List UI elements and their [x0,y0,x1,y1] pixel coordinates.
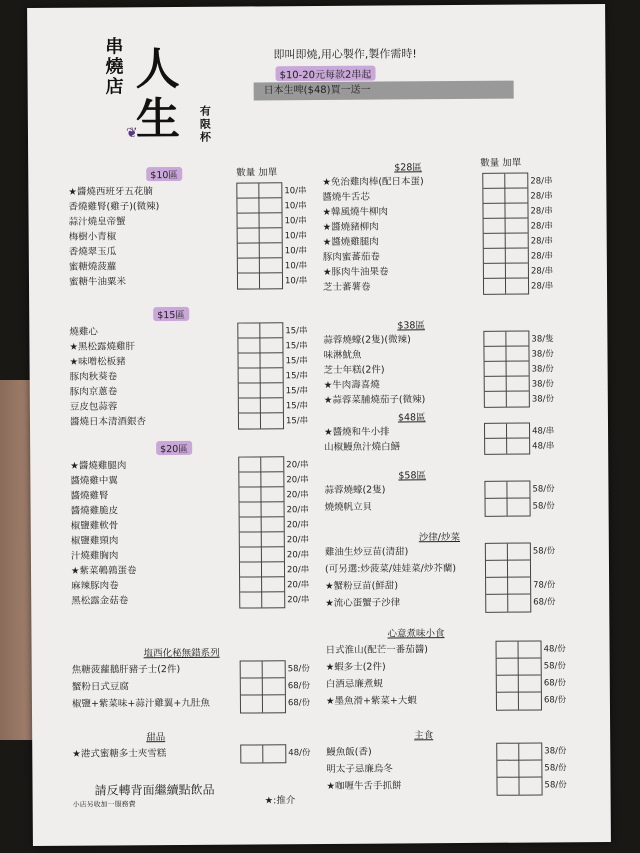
section-title-s10: $10區 [146,167,182,181]
item-price-main: 58/份 [544,763,567,774]
menu-item-dessert: ★港式蜜糖多士夾雪糕 [72,748,167,760]
item-price-main: 38/份 [544,746,567,757]
menu-item-s15: 醬燒日本清酒銀杏 [69,416,147,428]
item-price-main: 58/份 [544,780,567,791]
section-title-s15: $15區 [153,307,189,321]
legend-text: ★:推介 [264,795,296,807]
quantity-grid[interactable] [496,742,542,795]
item-price-s48: 48/串 [532,441,555,452]
menu-item-s10: 梅樹小青椒 [68,231,117,243]
item-price-s10: 10/串 [284,231,307,242]
quantity-grid[interactable] [238,456,285,608]
logo-big: 人生 [135,43,181,146]
item-price-s20: 20/串 [287,580,310,591]
item-price-s10: 10/串 [284,276,308,287]
item-price-special: 68/份 [287,681,311,692]
menu-item-side: ★蟹粉豆苗(鮮甜) [325,580,399,592]
item-price-s28: 28/串 [530,251,554,262]
item-price-s15: 15/串 [285,416,309,427]
menu-item-s20: ★醬燒雞腿肉 [70,460,127,472]
item-price-s38: 38/份 [531,364,554,375]
item-price-s38: 38/隻 [531,334,554,345]
menu-item-s20: 椒鹽雞軟骨 [70,520,119,532]
item-price-s28: 28/串 [530,221,553,232]
notice-text: 即叫即燒,用心製作,製作需時! [273,47,417,62]
item-price-s20: 20/串 [286,505,309,516]
item-price-s38: 38/份 [531,379,554,390]
menu-paper [27,4,611,846]
item-price-s10: 10/串 [284,201,307,212]
menu-item-s58: 蒜蓉燒蠔(2隻) [324,484,386,496]
item-price-hotpot: 58/份 [543,661,566,672]
item-price-s20: 20/串 [286,490,309,501]
menu-item-s20: 黑松露金菇卷 [71,595,129,607]
menu-item-s28: ★免治雞肉棒(配日本蛋) [322,176,424,188]
item-price-s20: 20/串 [286,520,309,531]
checkout-text: 請反轉背面繼續點飲品 [94,782,215,798]
section-title-s58: $58區 [398,470,427,482]
menu-item-side: 雞油生炒豆苗(清甜) [324,546,409,558]
quantity-grid[interactable] [482,173,529,295]
quantity-grid[interactable] [484,423,530,455]
qty-header-left: 數量 加單 [236,167,278,179]
menu-item-s20: 醬燒雞腎 [70,490,109,502]
menu-item-s20: 醬燒雞脆皮 [70,505,119,517]
item-price-s38: 38/份 [531,349,554,360]
qty-header-right: 數量 加單 [480,157,522,169]
menu-item-s38: 味淋魷魚 [323,349,362,361]
quantity-grid[interactable] [485,543,531,613]
menu-item-s10: 蒜汁燒皇帝蟹 [68,216,126,228]
section-title-main: 主食 [414,730,434,742]
menu-item-hotpot: ★墨魚滑+紫菜+大蝦 [325,695,417,707]
item-price-side: 78/份 [533,580,556,591]
item-price-side: 68/份 [533,597,556,608]
quantity-grid[interactable] [484,481,530,517]
section-title-s20: $20區 [156,441,192,455]
item-price-hotpot: 68/份 [543,678,567,689]
menu-item-s28: 豚肉蜜蕃茄卷 [322,251,380,263]
menu-item-s10: ★醬燒西班牙五花腩 [68,186,153,198]
quantity-grid[interactable] [237,322,284,429]
menu-item-s15: 燒雞心 [69,326,98,338]
menu-item-side: (可另選:炒菠菜/娃娃菜/炒芥蘭) [324,563,457,575]
menu-item-special: 椒鹽+紫菜味+蒜汁雞翼+九肚魚 [71,697,210,710]
menu-item-s28: 芝士蕃薯卷 [323,281,371,293]
section-title-side: 沙律/炒菜 [418,532,461,544]
section-title-hotpot: 心意煮味小食 [387,628,445,640]
menu-item-special: 焦糖菠蘿鵝肝豬子士(2件) [71,663,181,676]
item-price-s10: 10/串 [284,246,308,257]
item-price-s28: 28/串 [530,176,553,187]
menu-item-special: 蟹粉日式豆腐 [71,681,129,693]
promo-text: $10-20元每款2串起 [275,66,375,82]
menu-item-s20: 醬燒雞中翼 [70,475,118,487]
menu-item-s28: ★醬燒雞腿肉 [322,236,379,248]
menu-item-s15: ★黑松露燒雞肝 [69,341,136,353]
menu-item-main: ★咖喱牛舌手抓餅 [326,780,402,792]
item-price-special: 58/份 [287,664,310,675]
menu-item-s15: ★味噌松板豬 [69,356,126,368]
menu-item-s20: ★紫菜鵪鶉蛋卷 [70,565,137,577]
menu-item-s48: ★醬燒和牛小排 [324,426,390,438]
menu-item-s48: 山椒鰻魚汁燒白鱔 [324,441,401,453]
section-title-s38: $38區 [397,320,425,332]
item-price-s28: 28/串 [530,236,553,247]
menu-item-s38: 蒜蓉燒蠔(2隻)(微辣) [323,334,411,346]
menu-item-main: 明太子忌廉烏冬 [326,763,393,775]
item-price-s20: 20/串 [286,460,309,471]
menu-item-s38: ★蒜蓉菜脯燒茄子(微辣) [323,394,426,406]
item-price-s20: 20/串 [286,475,309,486]
logo-side: 有限杯 [199,104,212,144]
menu-item-s15: 豆皮包蒜蓉 [69,401,118,413]
logo-small: 串燒店 [105,36,124,98]
item-price-s15: 15/串 [285,371,308,382]
item-price-s20: 20/串 [287,595,310,606]
item-price-s15: 15/串 [285,326,308,337]
item-price-s48: 48/串 [532,426,555,437]
menu-item-s15: 豚肉京蔥卷 [69,386,118,398]
quantity-grid[interactable] [483,331,530,408]
menu-item-s28: ★豚肉牛油果卷 [322,266,389,278]
item-price-special: 68/份 [287,698,311,709]
item-price-s38: 38/份 [531,394,555,405]
menu-item-s10: 蜜糖燒菠蘿 [68,261,117,273]
item-price-s28: 28/串 [530,266,554,277]
item-price-s15: 15/串 [285,356,308,367]
item-price-dessert: 48/份 [288,748,311,759]
menu-item-s10: 香燒雞腎(雞子)(微辣) [68,201,160,213]
item-price-s15: 15/串 [285,386,308,397]
menu-item-hotpot: ★蝦多士(2件) [325,661,386,673]
menu-item-main: 鰻魚飯(香) [326,746,372,758]
section-title-special: 塩西化秘無錯系列 [143,647,220,660]
item-price-hotpot: 68/份 [543,695,567,706]
menu-item-s10: 蜜糖牛油粟米 [68,276,127,288]
item-price-s58: 58/份 [532,501,555,512]
menu-item-hotpot: 白酒忌廉煮蜆 [325,678,383,690]
menu-item-s28: ★醬燒豬柳肉 [322,221,379,233]
quantity-grid[interactable] [236,182,283,289]
item-price-s10: 10/串 [284,216,307,227]
item-price-side: 58/份 [532,546,556,557]
quantity-grid[interactable] [496,640,542,710]
item-price-s28: 28/串 [530,191,553,202]
item-price-s28: 28/串 [531,281,554,292]
menu-item-s20: 汁燒雞胸肉 [70,550,119,562]
item-price-s20: 20/串 [286,565,310,576]
menu-item-s15: 豚肉秋葵卷 [69,371,118,383]
menu-item-s10: 香燒翠玉瓜 [68,246,117,258]
menu-item-s20: 麻辣豚肉卷 [71,580,119,592]
beer-offer: 日本生啤($48)買一送一 [254,81,514,101]
item-price-s15: 15/串 [285,401,309,412]
item-price-s10: 10/串 [284,261,308,272]
menu-item-s20: 椒鹽雞頸肉 [70,535,119,547]
service-note: 小店另收加一服務費 [72,800,136,809]
section-title-s28: $28區 [394,162,422,174]
item-price-s20: 20/串 [286,550,310,561]
menu-item-side: ★流心蛋蟹子沙律 [325,597,401,609]
menu-item-hotpot: 日式淮山(配芒一番茄醬) [325,644,429,656]
section-title-s48: $48區 [397,412,426,424]
item-price-s15: 15/串 [285,341,308,352]
menu-item-s38: ★牛肉壽喜燒 [323,379,380,391]
quantity-grid[interactable] [240,660,286,713]
menu-item-s58: 燒燒帆立貝 [324,501,373,513]
item-price-hotpot: 48/份 [543,644,566,655]
menu-item-s28: ★韓風燒牛柳肉 [322,206,389,218]
menu-item-s28: 醬燒牛舌芯 [322,191,370,203]
item-price-s20: 20/串 [286,535,310,546]
item-price-s10: 10/串 [284,186,307,197]
item-price-s58: 58/份 [532,484,555,495]
butterfly-icon: ❦ [125,125,138,142]
menu-item-s38: 芝士年糕(2件) [323,364,385,376]
section-title-dessert: 甜品 [146,732,166,744]
item-price-s28: 28/串 [530,206,553,217]
quantity-grid[interactable] [240,744,286,763]
